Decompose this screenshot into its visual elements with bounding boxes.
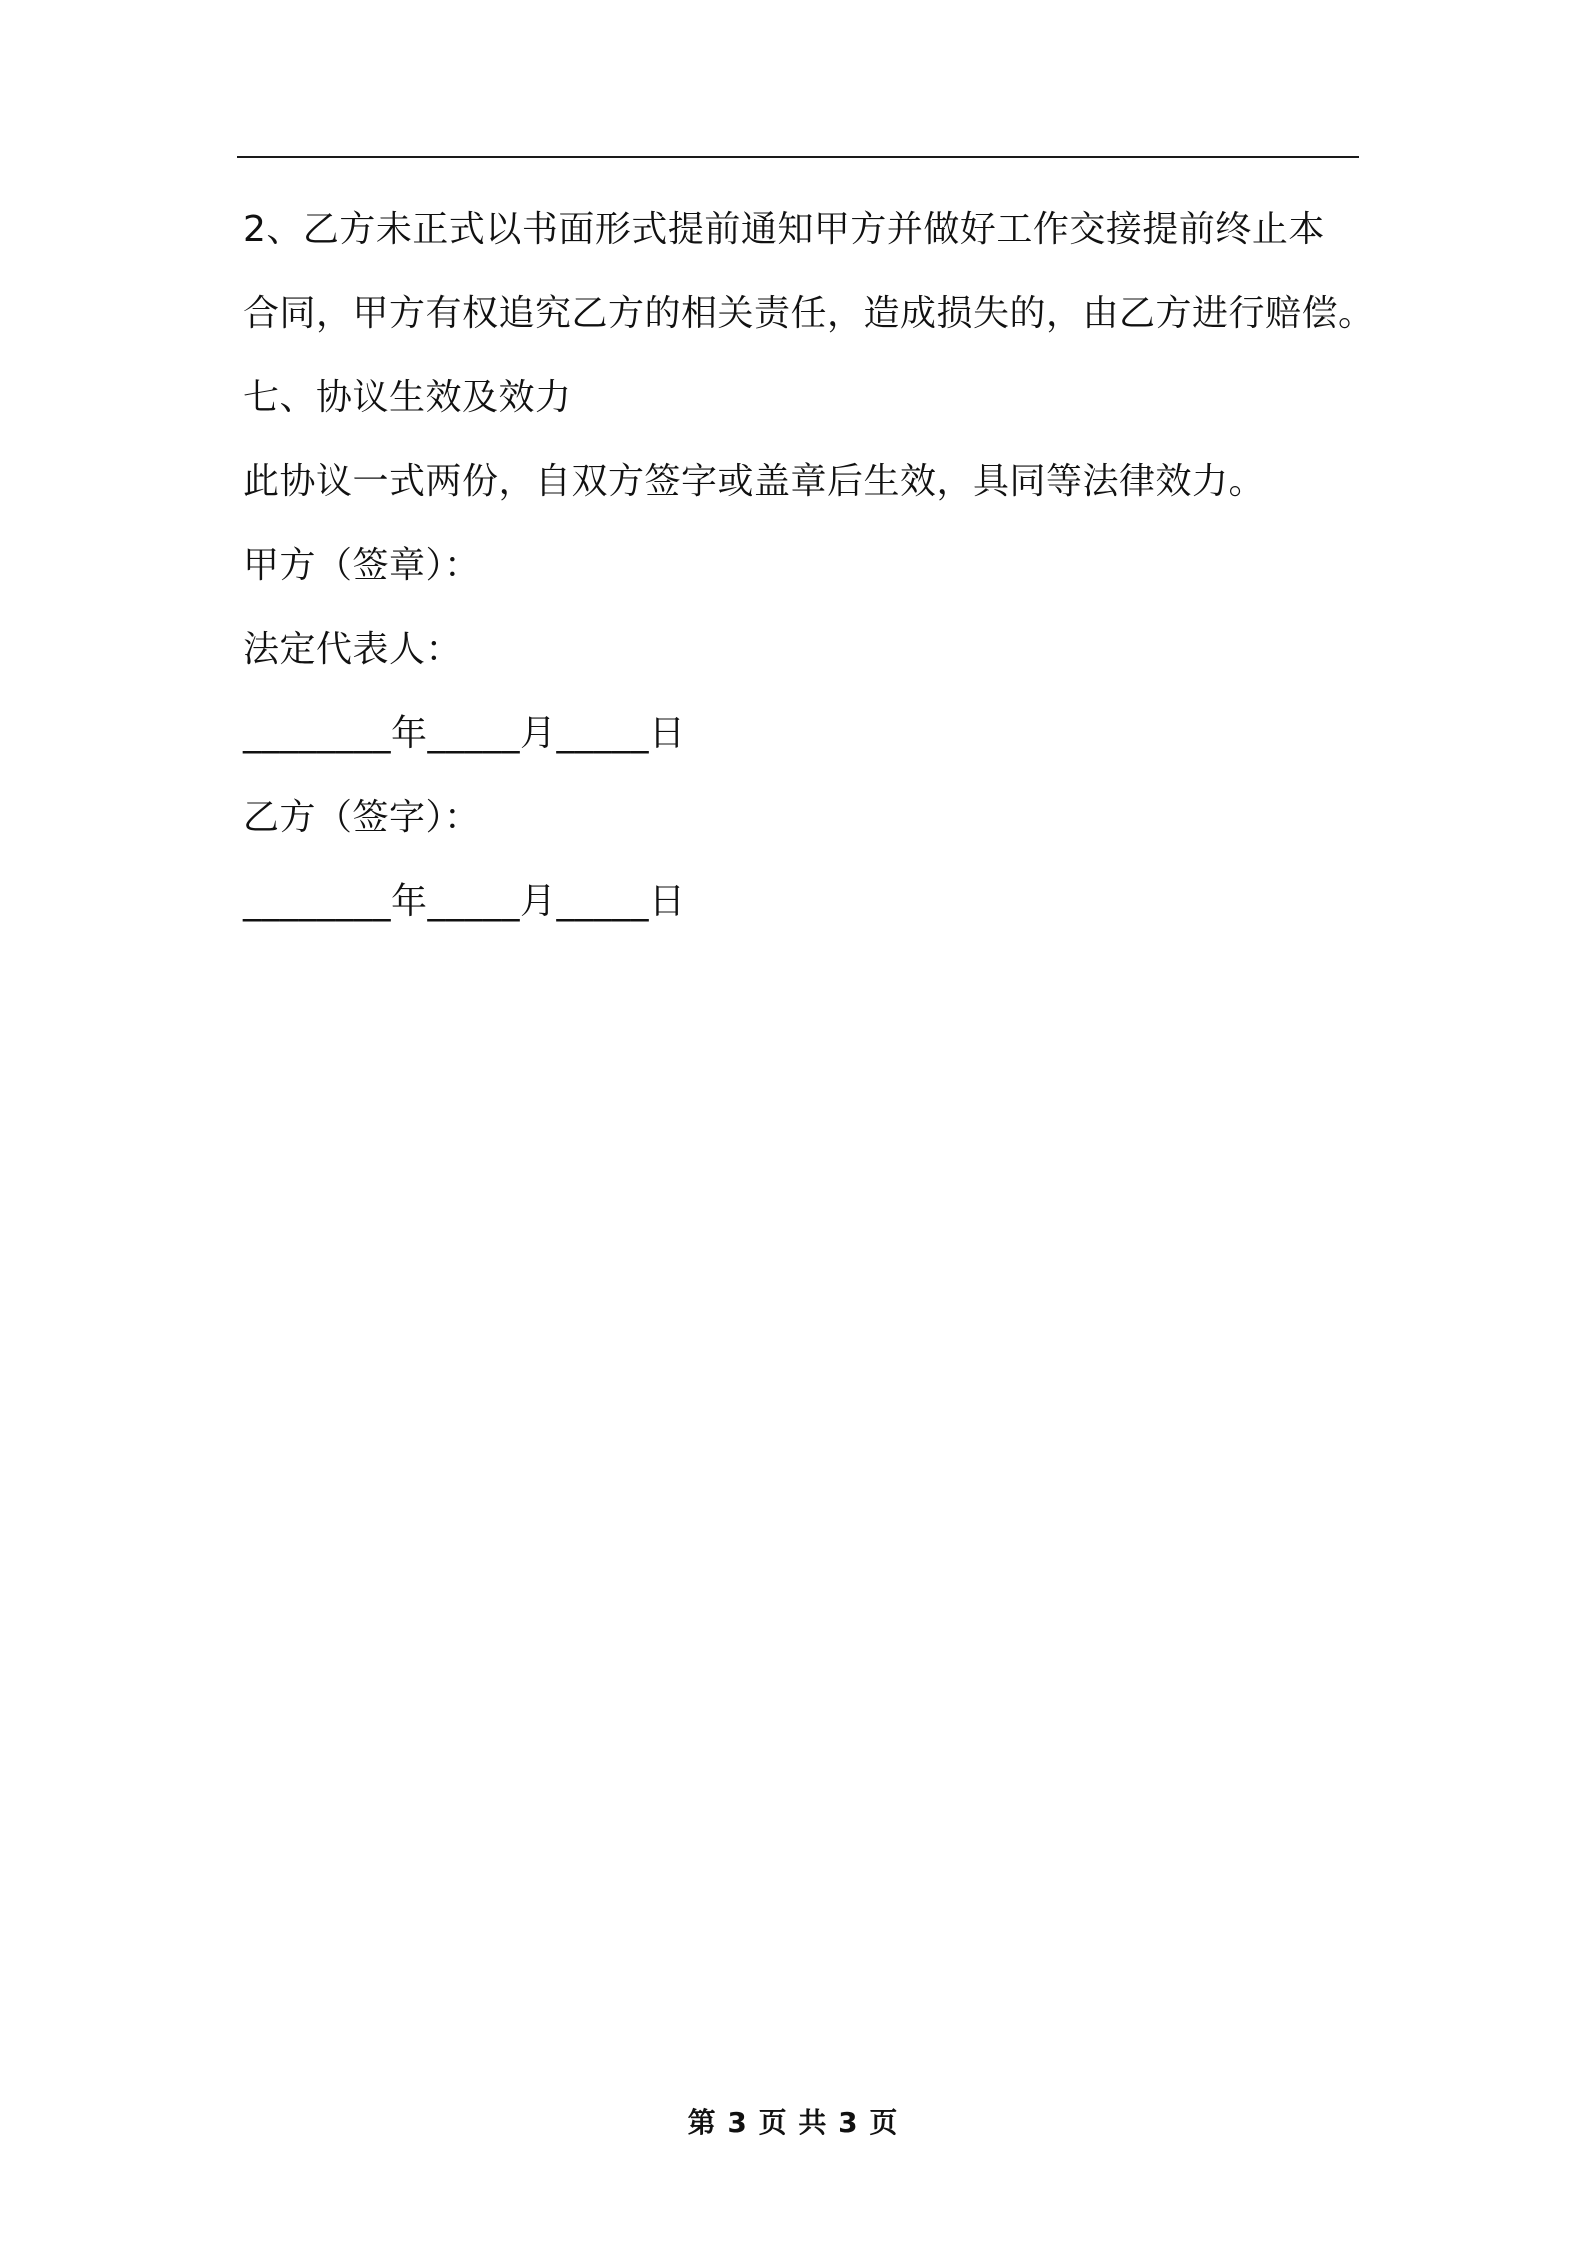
party-b-signature-label: 乙方（签字）： — [243, 797, 481, 838]
party-a-date-line: ________年_____月_____日 — [243, 713, 686, 754]
clause-2-line-1: 2、乙方未正式以书面形式提前通知甲方并做好工作交接提前终止本 — [243, 209, 1325, 250]
party-a-signature-label: 甲方（签章）： — [243, 545, 481, 586]
section-heading-effectiveness: 七、协议生效及效力 — [243, 377, 572, 418]
legal-representative-label: 法定代表人： — [243, 629, 463, 670]
party-b-date-line: ________年_____月_____日 — [243, 881, 686, 922]
page-indicator: 第 3 页 共 3 页 — [687, 2106, 899, 2139]
header-rule — [237, 156, 1359, 158]
effectiveness-text: 此协议一式两份，自双方签字或盖章后生效，具同等法律效力。 — [243, 461, 1266, 502]
clause-2-line-2: 合同，甲方有权追究乙方的相关责任，造成损失的，由乙方进行赔偿。 — [243, 293, 1375, 334]
